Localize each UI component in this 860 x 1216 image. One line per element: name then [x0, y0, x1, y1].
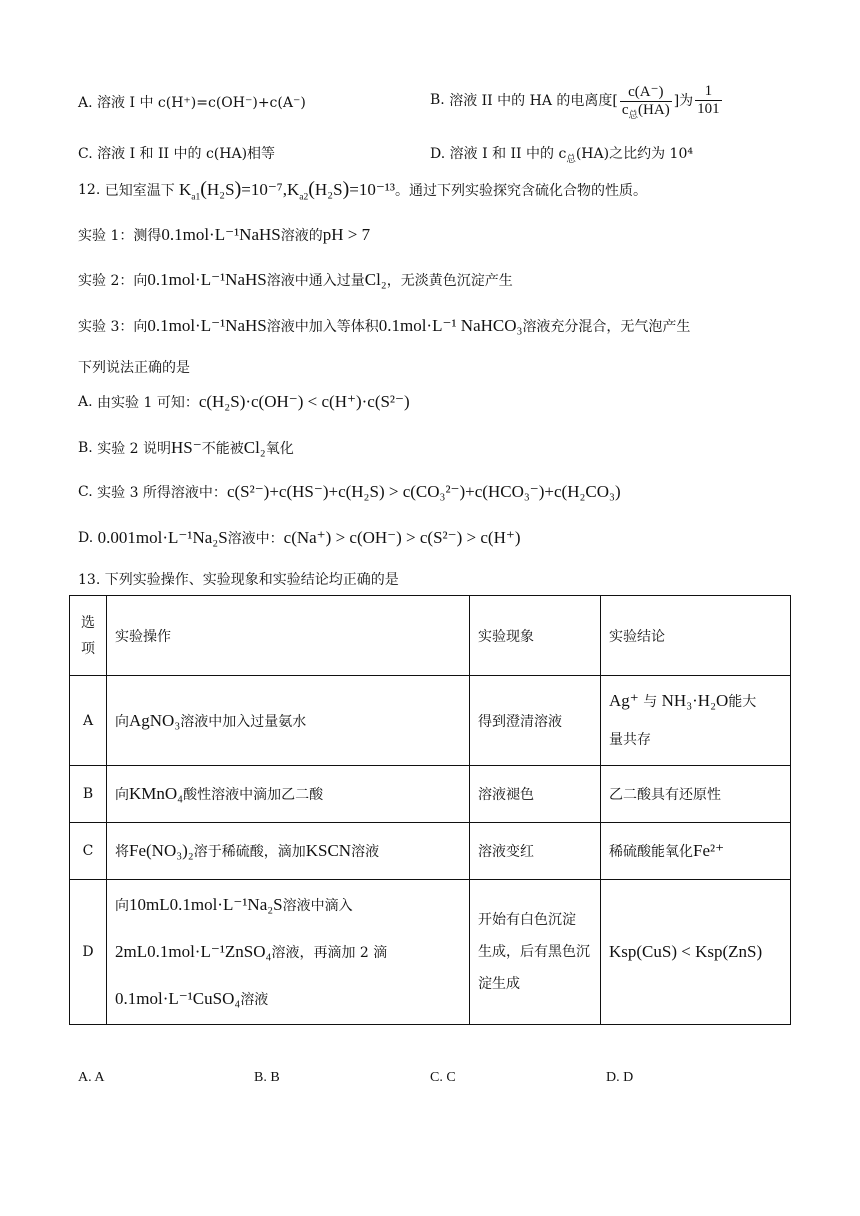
row-option: C — [70, 823, 107, 880]
q12-option-a: A. 由实验 1 可知： c(H₂S)·c(OH⁻) < c(H⁺)·c(S²⁻) — [78, 392, 410, 411]
value-denominator: 101 — [697, 100, 720, 117]
q12-experiment-2: 实验 2：向 0.1mol·L⁻¹NaHS 溶液中通入过量 Cl₂ ，无淡黄色沉淀产生 — [78, 270, 513, 289]
option-label: D. — [430, 146, 446, 162]
row-operation: 向AgNO₃溶液中加入过量氨水 — [107, 676, 470, 766]
row-phenomenon: 开始有白色沉淀 生成，后有黑色沉 淀生成 — [470, 880, 601, 1025]
fraction-denominator: $c_总(HA)$ — [621, 101, 670, 121]
row-conclusion: 稀硫酸能氧化Fe²⁺ — [601, 823, 791, 880]
value-numerator: 1 — [695, 83, 722, 101]
question-number: 13. — [78, 572, 101, 588]
option-mid: ]为 — [673, 93, 694, 109]
chem-formula: 0.001mol·L⁻¹Na₂S — [97, 528, 228, 547]
question-number: 12. — [78, 181, 101, 198]
ph-value: pH > 7 — [322, 225, 371, 244]
answer-choice-c: C. C — [430, 1070, 456, 1085]
chem-formula: Cl₂ — [243, 438, 266, 457]
experiment-table — [69, 595, 791, 1025]
header-operation: 实验操作 — [107, 596, 470, 676]
row-option: B — [70, 766, 107, 823]
row-option: D — [70, 880, 107, 1025]
header-option: 选 项 — [70, 596, 107, 676]
ionization-fraction — [620, 82, 672, 119]
option-label: A. — [78, 95, 93, 111]
header-conclusion: 实验结论 — [601, 596, 791, 676]
chem-formula: c(Na⁺) > c(OH⁻) > c(S²⁻) > c(H⁺) — [283, 528, 521, 547]
table-row — [70, 676, 791, 766]
q11-option-b — [430, 78, 724, 122]
chem-formula: c(H₂S)·c(OH⁻) < c(H⁺)·c(S²⁻) — [198, 392, 410, 411]
ka2-expression: $K_{a2}(H_2S)=10^{-13}$ — [286, 178, 396, 203]
q12-experiment-3: 实验 3：向 0.1mol·L⁻¹NaHS 溶液中加入等体积 0.1mol·L⁻¹ NaHCO₃ 溶液充分混合，无气泡产生 — [78, 316, 691, 335]
q12-stem: 12. 已知室温下 $K_{a1}(H_2S)=10^{-7}$, $K_{a2}(H_2S)=10^{-13}$ 。通过下列实验探究含硫化合物的性质。 — [78, 178, 648, 203]
q12-prompt: 下列说法正确的是 — [78, 360, 190, 376]
q12-option-c: C. 实验 3 所得溶液中： c(S²⁻)+c(HS⁻)+c(H₂S) > c(CO₃²⁻)+c(HCO₃⁻)+c(H₂CO₃) — [78, 482, 621, 501]
row-conclusion: Ksp(CuS) < Ksp(ZnS) — [601, 880, 791, 1025]
answer-choice-d: D. D — [606, 1070, 634, 1085]
row-option: A — [70, 676, 107, 766]
table-row — [70, 880, 791, 1025]
fraction-numerator: c(A⁻) — [620, 82, 672, 102]
q11-option-c — [78, 143, 275, 163]
option-text: 溶液 I 中 c(H⁺)=c(OH⁻)+c(A⁻) — [97, 95, 306, 111]
q11-option-d: D. 溶液 I 和 II 中的 $c_总(HA)$之比约为 10⁴ — [430, 146, 693, 165]
row-conclusion: 乙二酸具有还原性 — [601, 766, 791, 823]
chem-formula: HS⁻ — [171, 438, 202, 457]
q13-stem: 13. 下列实验操作、实验现象和实验结论均正确的是 — [78, 572, 399, 588]
chem-formula: c(S²⁻)+c(HS⁻)+c(H₂S) > c(CO₃²⁻)+c(HCO₃⁻)+c(H₂CO₃) — [226, 482, 621, 501]
option-label: C. — [78, 146, 93, 162]
chem-formula: 0.1mol·L⁻¹ NaHCO₃ — [378, 316, 523, 335]
q12-option-d: D. 0.001mol·L⁻¹Na₂S 溶液中： c(Na⁺) > c(OH⁻) > c(S²⁻) > c(H⁺) — [78, 528, 521, 547]
q11-option-a — [78, 92, 306, 112]
option-prefix: 溶液 II 中的 HA 的电离度[ — [449, 93, 618, 109]
value-fraction — [695, 83, 722, 118]
row-operation: 向KMnO₄酸性溶液中滴加乙二酸 — [107, 766, 470, 823]
q12-experiment-1: 实验 1：测得 0.1mol·L⁻¹NaHS 溶液的 pH > 7 — [78, 225, 371, 244]
chem-formula: Cl₂ — [364, 270, 387, 289]
table-header-row — [70, 596, 791, 676]
answer-choice-b: B. B — [254, 1070, 280, 1085]
row-phenomenon: 溶液变红 — [470, 823, 601, 880]
chem-formula: 0.1mol·L⁻¹NaHS — [147, 270, 267, 289]
q12-option-b: B. 实验 2 说明 HS⁻ 不能被 Cl₂ 氧化 — [78, 438, 294, 457]
option-label: B. — [430, 92, 445, 108]
row-operation: 向10mL0.1mol·L⁻¹Na₂S溶液中滴入 2mL0.1mol·L⁻¹ZnSO₄溶液，再滴加 2 滴 0.1mol·L⁻¹CuSO₄溶液 — [107, 880, 470, 1025]
chem-formula: 0.1mol·L⁻¹NaHS — [147, 316, 267, 335]
table-row — [70, 823, 791, 880]
table-row — [70, 766, 791, 823]
row-phenomenon: 得到澄清溶液 — [470, 676, 601, 766]
answer-choice-a: A. A — [78, 1070, 105, 1085]
row-operation: 将Fe(NO₃)₂溶于稀硫酸，滴加KSCN溶液 — [107, 823, 470, 880]
row-conclusion: Ag⁺ 与 NH₃·H₂O能大 量共存 — [601, 676, 791, 766]
chem-formula: 0.1mol·L⁻¹NaHS — [161, 225, 281, 244]
option-text: 溶液 I 和 II 中的 c(HA)相等 — [97, 146, 276, 162]
header-phenomenon: 实验现象 — [470, 596, 601, 676]
row-phenomenon: 溶液褪色 — [470, 766, 601, 823]
ka1-expression: $K_{a1}(H_2S)=10^{-7}$, — [178, 178, 287, 203]
